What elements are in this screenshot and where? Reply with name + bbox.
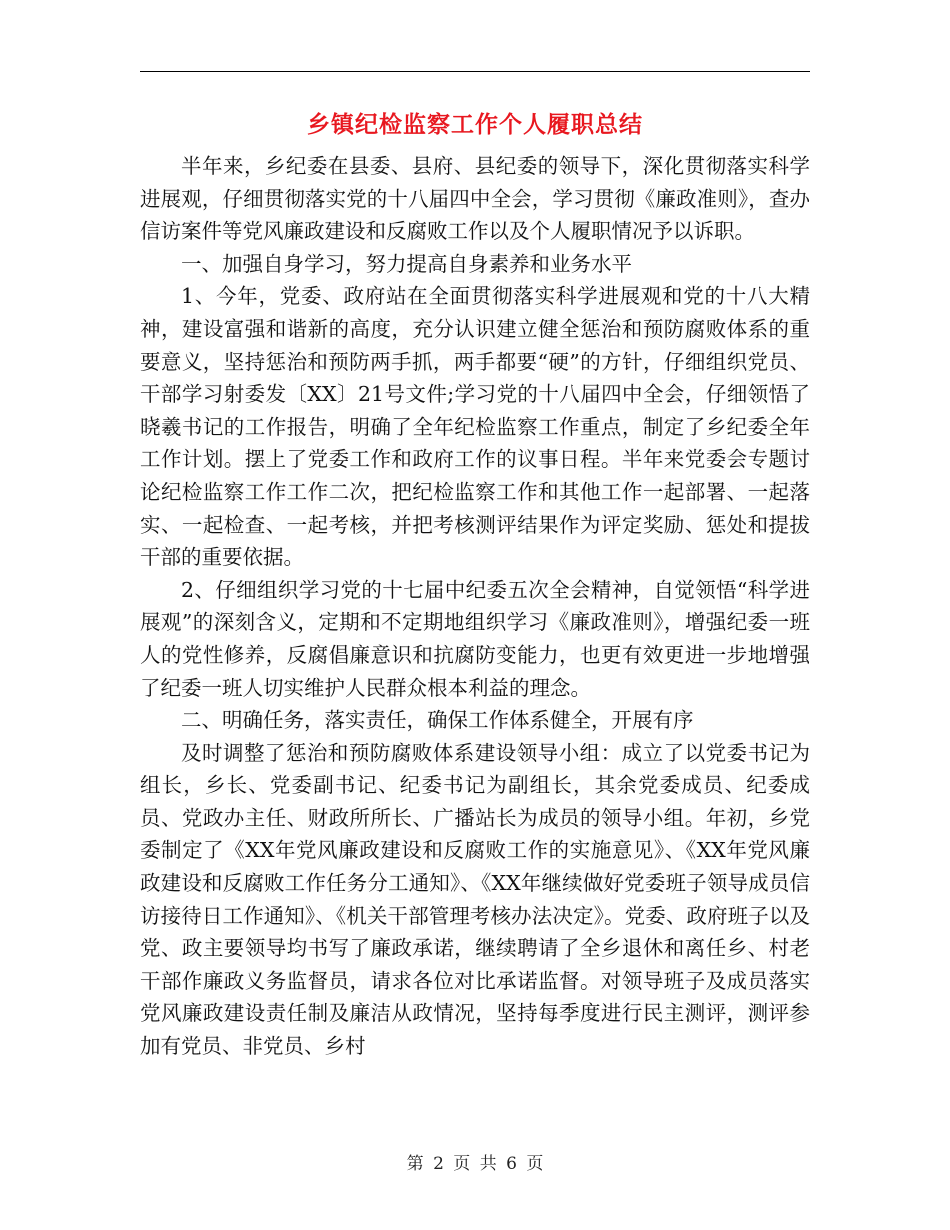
header-rule bbox=[140, 71, 810, 72]
page-number-footer: 第 2 页 共 6 页 bbox=[406, 1154, 544, 1174]
paragraph-1-2: 2、仔细组织学习党的十七届中纪委五次全会精神，自觉领悟“科学进展观”的深刻含义，定期和不定期地组织学习《廉政准则》，增强纪委一班人的党性修养，反腐倡廉意识和抗腐防变能力，也更有效更进一步地增强了纪委一班人切实维护人民群众根本利益的理念。 bbox=[140, 577, 810, 700]
paragraph-1-1: 1、今年，党委、政府站在全面贯彻落实科学进展观和党的十八大精神，建设富强和谐新的高度，充分认识建立健全惩治和预防腐败体系的重要意义，坚持惩治和预防两手抓，两手都要“硬”的方针，仔细组织党员、干部学习射委发〔XX〕21号文件;学习党的十八届四中全会，仔细领悟了晓羲书记的工作报告，明确了全年纪检监察工作重点，制定了乡纪委全年工作计划。摆上了党委工作和政府工作的议事日程。半年来党委会专题讨论纪检监察工作工作二次，把纪检监察工作和其他工作一起部署、一起落实、一起检查、一起考核，并把考核测评结果作为评定奖励、惩处和提拔干部的重要依据。 bbox=[140, 284, 810, 570]
paragraph-intro: 半年来，乡纪委在县委、县府、县纪委的领导下，深化贯彻落实科学进展观，仔细贯彻落实党的十八届四中全会，学习贯彻《廉政准则》，查办信访案件等党风廉政建设和反腐败工作以及个人履职情况予以诉职。 bbox=[140, 154, 810, 244]
section-heading-2: 二、明确任务，落实责任，确保工作体系健全，开展有序 bbox=[181, 708, 694, 733]
paragraph-2-1: 及时调整了惩治和预防腐败体系建设领导小组：成立了以党委书记为组长，乡长、党委副书记、纪委书记为副组长，其余党委成员、纪委成员、党政办主任、财政所所长、广播站长为成员的领导小组。年初，乡党委制定了《XX年党风廉政建设和反腐败工作的实施意见》、《XX年党风廉政建设和反腐败工作任务分工通知》、《XX年继续做好党委班子领导成员信访接待日工作通知》、《机关干部管理考核办法决定》。党委、政府班子以及党、政主要领导均书写了廉政承诺，继续聘请了全乡退休和离任乡、村老干部作廉政义务监督员，请求各位对比承诺监督。对领导班子及成员落实党风廉政建设责任制及廉洁从政情况，坚持每季度进行民主测评，测评参加有党员、非党员、乡村 bbox=[140, 740, 810, 1059]
document-body bbox=[140, 150, 810, 1063]
document-title: 乡镇纪检监察工作个人履职总结 bbox=[307, 111, 643, 138]
section-heading-1: 一、加强自身学习，努力提高自身素养和业务水平 bbox=[181, 251, 632, 276]
